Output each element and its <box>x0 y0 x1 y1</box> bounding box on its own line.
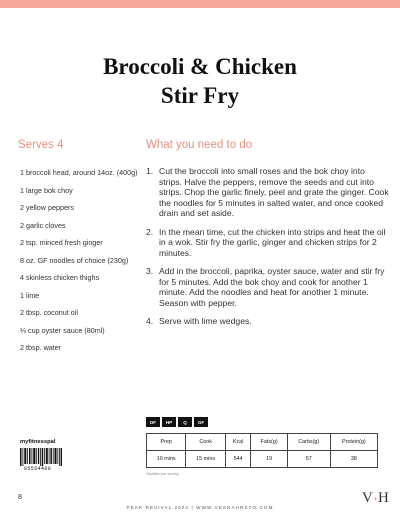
nutrition-value-cell: 544 <box>225 451 251 468</box>
nutrition-value-cell: 38 <box>330 451 377 468</box>
instruction-steps <box>146 166 390 335</box>
nutrition-header-cell: Protein(g) <box>330 434 377 451</box>
nutrition-table <box>146 433 378 468</box>
ingredient-item: 1 lime <box>20 290 40 300</box>
myfitnesspal-label: myfitnesspal <box>20 439 56 445</box>
step-item <box>146 266 390 308</box>
ingredient-item: 1 broccoli head, around 14oz. (400g) <box>20 168 138 177</box>
ingredient-item: ⅓ cup oyster sauce (80ml) <box>20 325 105 335</box>
step-number: 1. <box>146 166 154 176</box>
recipe-title-line1: Broccoli & Chicken <box>103 54 297 79</box>
logo-letter-h: H <box>378 490 390 506</box>
nutrition-header-cell: Prep <box>147 434 186 451</box>
top-accent-bar <box>0 0 400 8</box>
ingredient-item: 2 yellow peppers <box>20 203 74 212</box>
ingredient-item: 2 tbsp. coconut oil <box>20 308 78 317</box>
step-item <box>146 166 390 219</box>
nutrition-header-cell: Cook <box>186 434 225 451</box>
nutrition-value-cell: 19 <box>251 451 287 468</box>
badge-dairy-free: DF <box>146 417 160 427</box>
ingredient-list <box>20 168 138 361</box>
nutrition-header-cell: Carbs(g) <box>287 434 330 451</box>
ingredient-item: 4 skinless chicken thighs <box>20 273 100 282</box>
nutrition-note: *Nutrition per serving <box>146 472 179 476</box>
logo-letter-v: V <box>362 490 374 506</box>
ingredient-item: 8 oz. GF noodles of choice (230g) <box>20 255 129 265</box>
nutrition-value-cell: 15 mins <box>186 451 225 468</box>
badge-quick: Q <box>178 417 192 427</box>
step-number: 3. <box>146 266 154 276</box>
nutrition-header-cell: Fats(g) <box>251 434 287 451</box>
nutrition-value-cell: 57 <box>287 451 330 468</box>
instructions-heading: What you need to do <box>146 139 253 151</box>
ingredient-item: 1 large bok choy <box>20 185 73 195</box>
ingredient-item: 2 tsp. minced fresh ginger <box>20 238 103 247</box>
step-text: Serve with lime wedges. <box>159 316 252 326</box>
step-text: Cut the broccoli into small roses and the bok choy into strips. Halve the peppers, remove the seeds and cut into strips. Chop the garlic finely, peel and grate the ginger. Cook the noodles for 5 minutes in salted water, and once cooked drain and set aside. <box>159 166 389 218</box>
badge-high-protein: HP <box>162 417 176 427</box>
recipe-title <box>0 52 400 110</box>
step-text: In the mean time, cut the chicken into strips and heat the oil in a wok. Stir fry the garlic, ginger and chicken strips for 2 minutes. <box>159 226 386 258</box>
nutrition-value-row <box>147 451 378 468</box>
logo-dot: • <box>373 494 378 504</box>
nutrition-value-cell: 10 mins <box>147 451 186 468</box>
step-item <box>146 316 390 327</box>
barcode-number: 05554409 <box>24 466 52 472</box>
ingredient-item: 2 tbsp. water <box>20 343 62 352</box>
badge-gluten-free: GF <box>194 417 208 427</box>
footer-text: PEAK REVIVAL 2022 | WWW.VESNAHRSTO.COM <box>126 505 274 510</box>
step-text: Add in the broccoli, paprika, oyster sauce, water and stir fry for 5 minutes. Add the bok choy and cook for another 1 minute. Add the noodles and heat for another 1 minute. Season with pepper. <box>159 266 385 308</box>
diet-badges <box>146 417 208 427</box>
serves-heading: Serves 4 <box>18 139 64 151</box>
step-item <box>146 227 390 259</box>
brand-logo <box>362 490 390 507</box>
ingredient-item: 2 garlic cloves <box>20 220 66 230</box>
step-number: 4. <box>146 316 154 326</box>
page-number: 8 <box>18 494 22 501</box>
barcode-icon[interactable] <box>20 448 62 468</box>
step-number: 2. <box>146 226 154 237</box>
nutrition-header-cell: Kcal <box>225 434 251 451</box>
nutrition-header-row <box>147 434 378 451</box>
recipe-title-line2: Stir Fry <box>160 83 240 108</box>
